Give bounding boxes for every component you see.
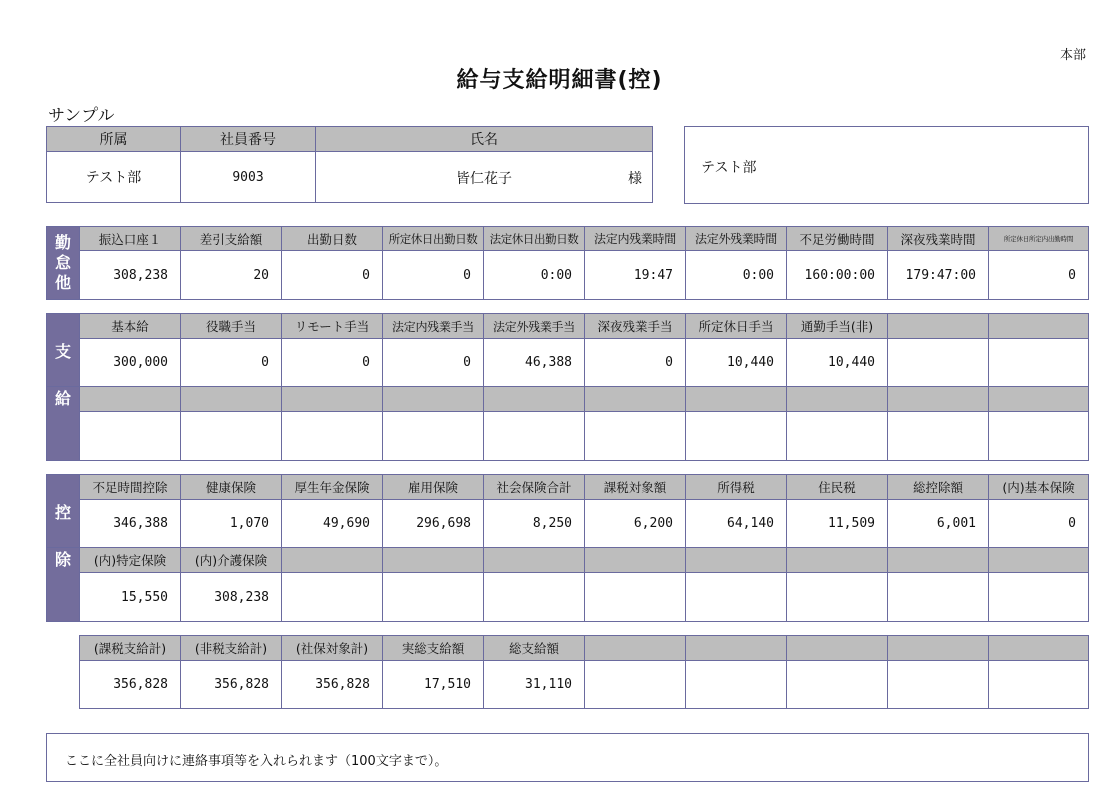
ded-header-empty [383, 548, 484, 573]
att-value: 19:47 [585, 251, 686, 300]
department-box-text: テスト部 [701, 160, 757, 176]
att-header: 法定休日出勤日数 [484, 227, 585, 251]
ded-value-empty [484, 573, 585, 622]
totals-table [79, 635, 1089, 709]
total-value: 356,828 [282, 661, 383, 709]
pay-value: 10,440 [787, 339, 888, 387]
pay-value-empty [80, 412, 181, 461]
att-value: 0 [989, 251, 1089, 300]
name-header: 氏名 [316, 127, 653, 152]
attendance-side-label: 勤 怠 他 [47, 227, 80, 300]
employee-id-header: 社員番号 [181, 127, 316, 152]
pay-header [888, 314, 989, 339]
ded-header: 厚生年金保険 [282, 475, 383, 500]
pay-value-empty [181, 412, 282, 461]
total-value [989, 661, 1089, 709]
att-header: 出勤日数 [282, 227, 383, 251]
ded-value: 15,550 [80, 573, 181, 622]
att-header: 振込口座１ [80, 227, 181, 251]
pay-value-empty [484, 412, 585, 461]
notice-text: ここに全社員向けに連絡事項等を入れられます（100文字まで）。 [65, 754, 448, 769]
ded-header: 社会保険合計 [484, 475, 585, 500]
dept-header: 所属 [47, 127, 181, 152]
att-value: 308,238 [80, 251, 181, 300]
pay-header-empty [888, 387, 989, 412]
ded-value-empty [282, 573, 383, 622]
total-value [686, 661, 787, 709]
ded-header: 不足時間控除 [80, 475, 181, 500]
payment-side-label-bottom: 給 [47, 387, 80, 461]
total-header [787, 636, 888, 661]
att-header: 法定外残業時間 [686, 227, 787, 251]
ded-value-empty [989, 573, 1089, 622]
att-header: 深夜残業時間 [888, 227, 989, 251]
pay-value: 0 [282, 339, 383, 387]
pay-header: リモート手当 [282, 314, 383, 339]
att-value: 160:00:00 [787, 251, 888, 300]
deduction-table [46, 474, 1089, 622]
employee-id-value: 9003 [181, 152, 316, 203]
department-box [684, 126, 1089, 204]
ded-header-empty [585, 548, 686, 573]
pay-header-empty [585, 387, 686, 412]
pay-value-empty [787, 412, 888, 461]
employee-info-table [46, 126, 653, 203]
total-header: 総支給額 [484, 636, 585, 661]
ded-value-empty [686, 573, 787, 622]
total-header: 実総支給額 [383, 636, 484, 661]
pay-header: 深夜残業手当 [585, 314, 686, 339]
ded-value: 11,509 [787, 500, 888, 548]
ded-value: 0 [989, 500, 1089, 548]
att-value: 0:00 [686, 251, 787, 300]
attendance-table [46, 226, 1089, 300]
ded-header: 総控除額 [888, 475, 989, 500]
pay-header-empty [989, 387, 1089, 412]
ded-header: (内)基本保険 [989, 475, 1089, 500]
pay-header-empty [686, 387, 787, 412]
ded-value: 296,698 [383, 500, 484, 548]
ded-header: 住民税 [787, 475, 888, 500]
pay-value: 0 [383, 339, 484, 387]
ded-header-empty [787, 548, 888, 573]
total-header: (非税支給計) [181, 636, 282, 661]
ded-header-empty [686, 548, 787, 573]
ded-value-empty [888, 573, 989, 622]
pay-value [989, 339, 1089, 387]
ded-header: (内)介護保険 [181, 548, 282, 573]
pay-header: 法定外残業手当 [484, 314, 585, 339]
total-header [888, 636, 989, 661]
pay-value: 300,000 [80, 339, 181, 387]
ded-header: 雇用保険 [383, 475, 484, 500]
total-header [989, 636, 1089, 661]
ded-header-empty [484, 548, 585, 573]
pay-value: 0 [585, 339, 686, 387]
pay-value-empty [383, 412, 484, 461]
total-header [585, 636, 686, 661]
att-header: 法定内残業時間 [585, 227, 686, 251]
total-header: (社保対象計) [282, 636, 383, 661]
payment-table [46, 313, 1089, 461]
ded-value: 346,388 [80, 500, 181, 548]
att-value: 179:47:00 [888, 251, 989, 300]
pay-value-empty [888, 412, 989, 461]
ded-header: 所得税 [686, 475, 787, 500]
pay-header-empty [282, 387, 383, 412]
pay-header-empty [484, 387, 585, 412]
pay-value: 10,440 [686, 339, 787, 387]
name-cell [316, 152, 653, 203]
pay-value-empty [282, 412, 383, 461]
dept-value: テスト部 [47, 152, 181, 203]
total-value: 356,828 [80, 661, 181, 709]
pay-header: 基本給 [80, 314, 181, 339]
ded-value-empty [787, 573, 888, 622]
pay-header-empty [80, 387, 181, 412]
ded-header-empty [888, 548, 989, 573]
honorific: 様 [628, 171, 642, 187]
ded-header: (内)特定保険 [80, 548, 181, 573]
pay-header: 通勤手当(非) [787, 314, 888, 339]
att-header: 所定休日出勤日数 [383, 227, 484, 251]
ded-value: 6,001 [888, 500, 989, 548]
att-value: 0 [383, 251, 484, 300]
pay-header: 所定休日手当 [686, 314, 787, 339]
total-value [585, 661, 686, 709]
company-name: サンプル [48, 106, 115, 126]
att-value: 0 [282, 251, 383, 300]
pay-value-empty [585, 412, 686, 461]
pay-header-empty [383, 387, 484, 412]
pay-header-empty [787, 387, 888, 412]
pay-header: 役職手当 [181, 314, 282, 339]
payment-side-label-top: 支 [47, 314, 80, 387]
att-header: 所定休日所定内出勤時間 [989, 227, 1089, 251]
pay-header-empty [181, 387, 282, 412]
att-value: 20 [181, 251, 282, 300]
pay-value: 46,388 [484, 339, 585, 387]
pay-value: 0 [181, 339, 282, 387]
total-value [787, 661, 888, 709]
ded-header-empty [282, 548, 383, 573]
att-header: 差引支給額 [181, 227, 282, 251]
total-value: 356,828 [181, 661, 282, 709]
branch-label: 本部 [1059, 48, 1086, 63]
deduction-side-label-top: 控 [47, 475, 80, 548]
ded-value: 1,070 [181, 500, 282, 548]
total-value: 17,510 [383, 661, 484, 709]
ded-header: 健康保険 [181, 475, 282, 500]
employee-name: 皆仁花子 [456, 171, 512, 187]
page-title: 給与支給明細書(控) [456, 68, 663, 93]
deduction-side-label-bottom: 除 [47, 548, 80, 622]
ded-value: 64,140 [686, 500, 787, 548]
pay-value-empty [989, 412, 1089, 461]
ded-value: 8,250 [484, 500, 585, 548]
ded-header: 課税対象額 [585, 475, 686, 500]
att-value: 0:00 [484, 251, 585, 300]
notice-box [46, 733, 1089, 782]
pay-header [989, 314, 1089, 339]
att-header: 不足労働時間 [787, 227, 888, 251]
total-value [888, 661, 989, 709]
ded-value-empty [585, 573, 686, 622]
ded-header-empty [989, 548, 1089, 573]
pay-header: 法定内残業手当 [383, 314, 484, 339]
ded-value-empty [383, 573, 484, 622]
ded-value: 49,690 [282, 500, 383, 548]
ded-value: 6,200 [585, 500, 686, 548]
ded-value: 308,238 [181, 573, 282, 622]
pay-value [888, 339, 989, 387]
total-header [686, 636, 787, 661]
pay-value-empty [686, 412, 787, 461]
total-value: 31,110 [484, 661, 585, 709]
total-header: (課税支給計) [80, 636, 181, 661]
